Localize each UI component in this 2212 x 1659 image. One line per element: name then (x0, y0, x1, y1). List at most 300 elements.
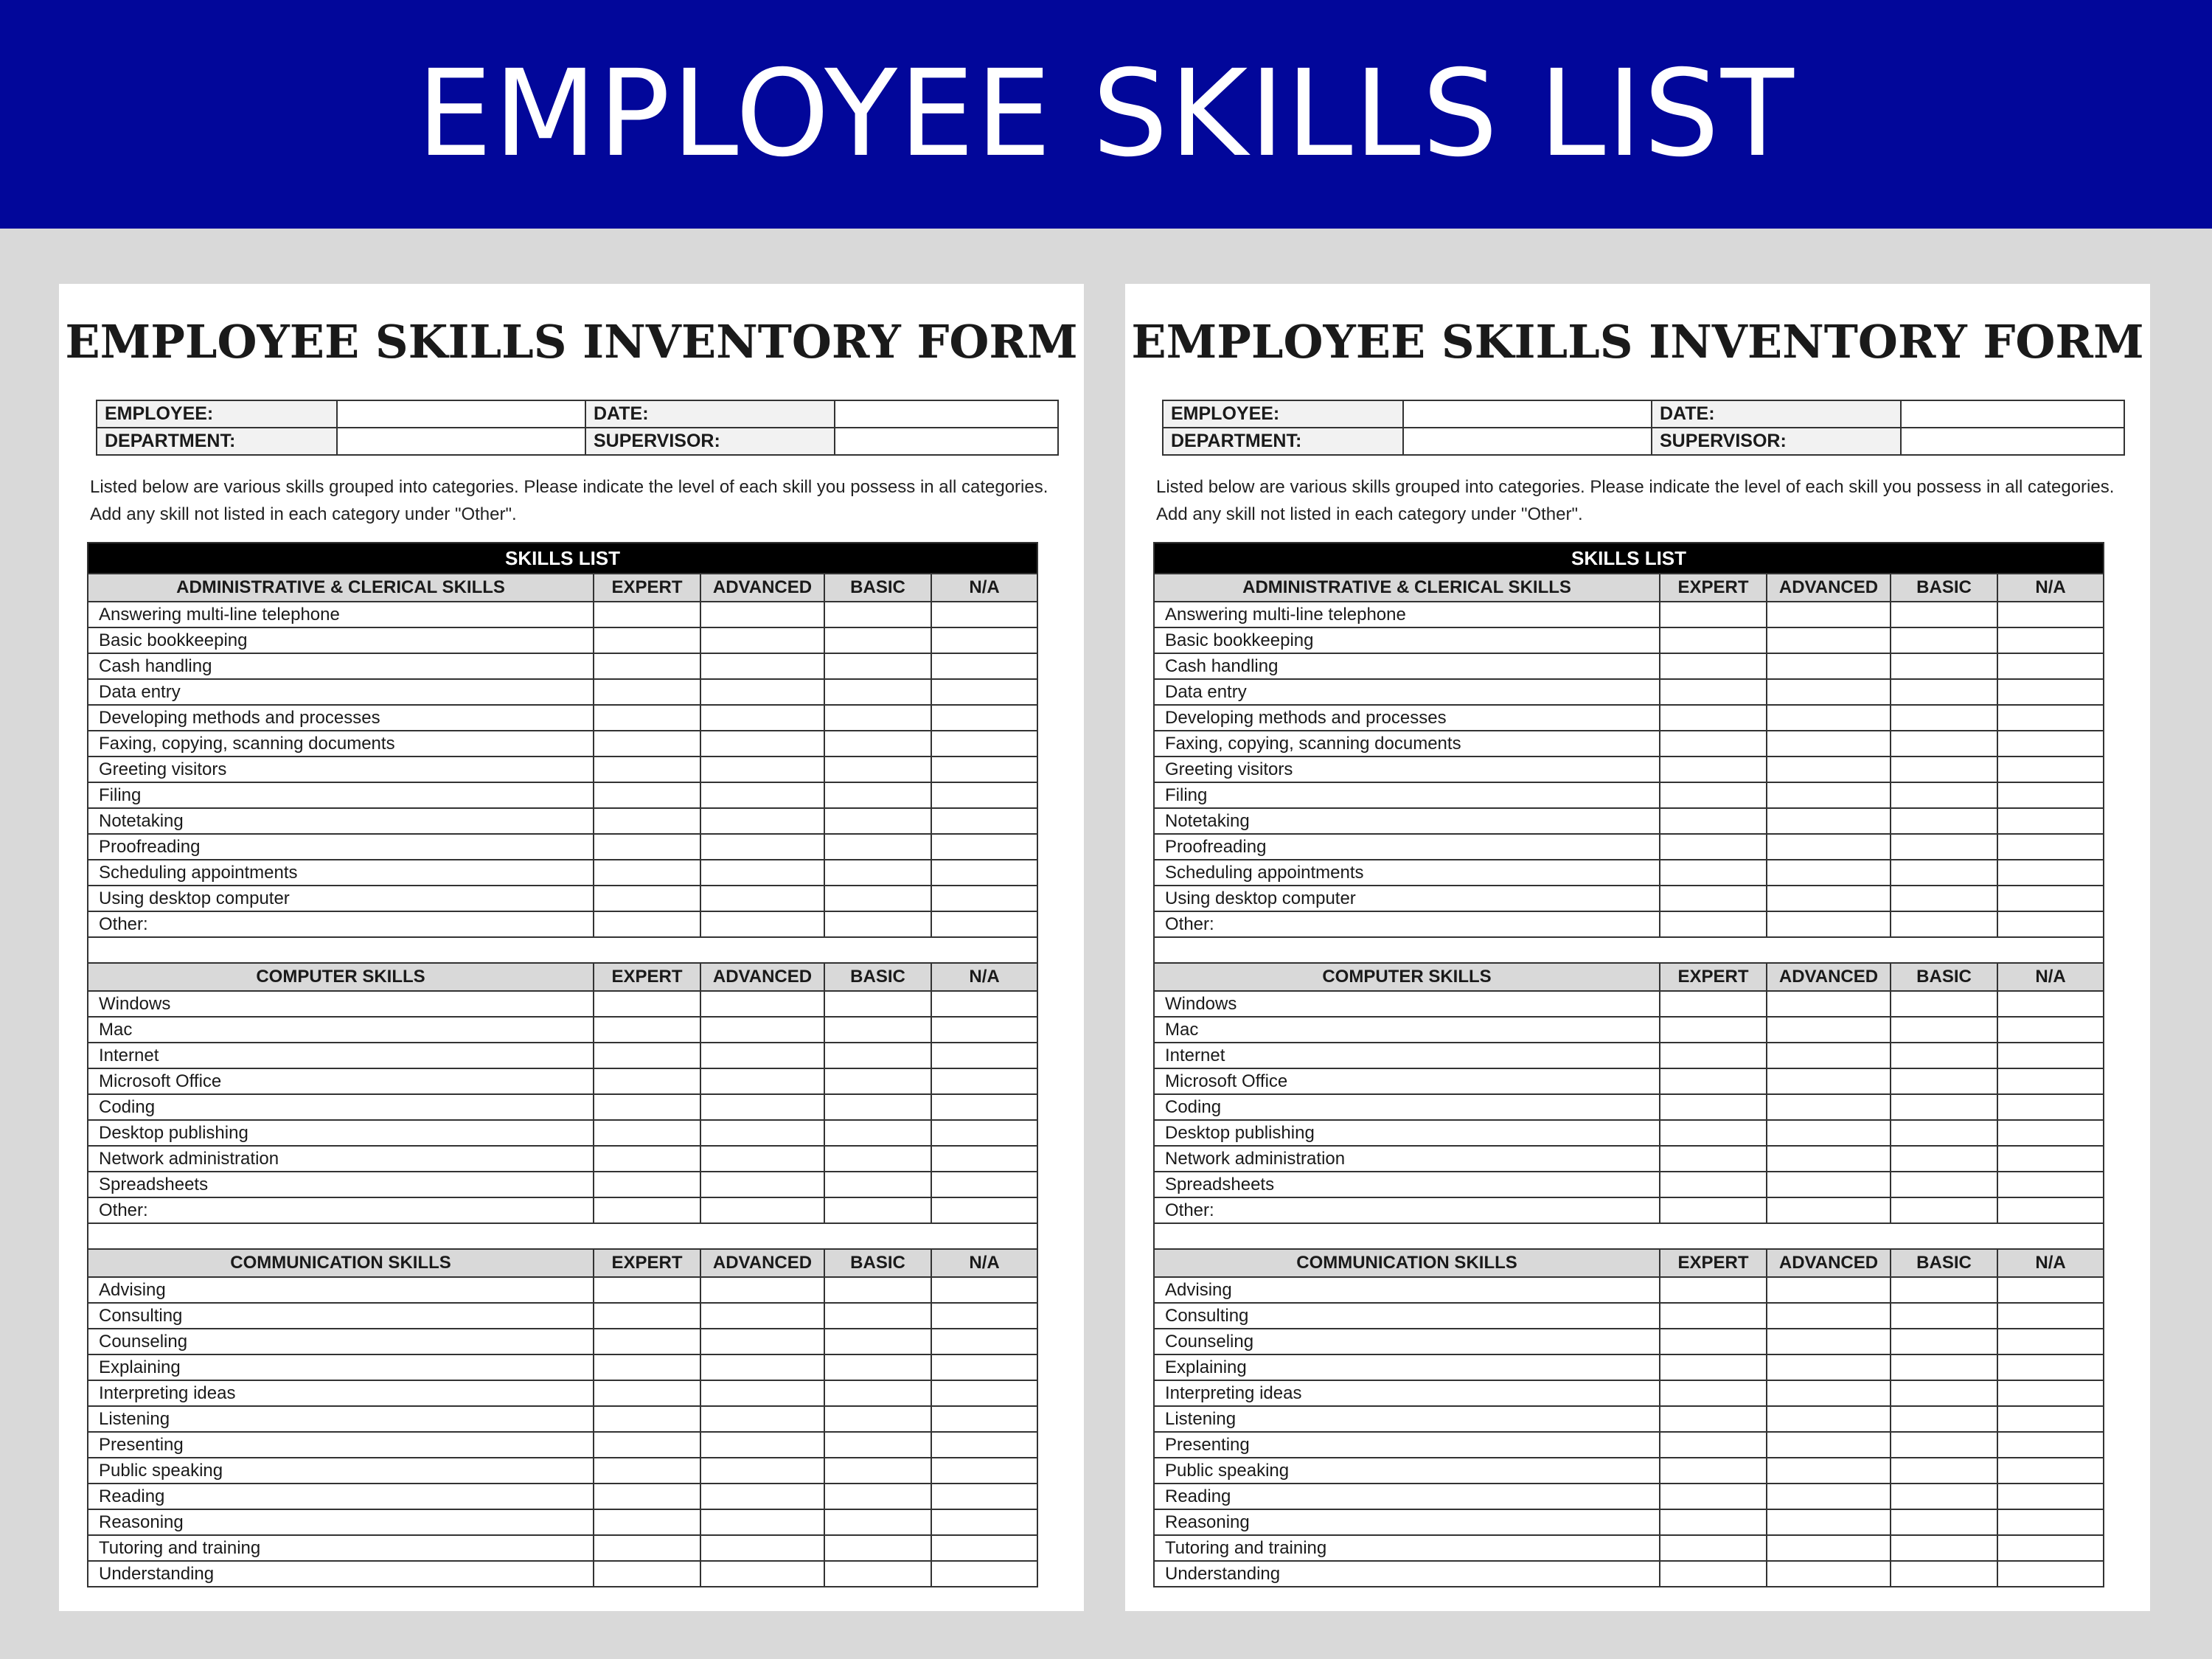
skill-level-cell[interactable] (824, 808, 931, 834)
skill-level-cell[interactable] (931, 1068, 1037, 1094)
skill-level-cell[interactable] (1767, 1043, 1891, 1068)
skill-level-cell[interactable] (931, 808, 1037, 834)
skill-level-cell[interactable] (700, 1484, 824, 1509)
skill-level-cell[interactable] (931, 1172, 1037, 1197)
skill-level-cell[interactable] (931, 1197, 1037, 1223)
skill-level-cell[interactable] (1660, 1017, 1767, 1043)
skill-level-cell[interactable] (931, 991, 1037, 1017)
skill-level-cell[interactable] (700, 1043, 824, 1068)
skill-level-cell[interactable] (824, 679, 931, 705)
skill-level-cell[interactable] (700, 731, 824, 757)
skill-level-cell[interactable] (824, 1354, 931, 1380)
skill-level-cell[interactable] (931, 1120, 1037, 1146)
skill-level-cell[interactable] (1660, 1120, 1767, 1146)
skill-level-cell[interactable] (824, 1277, 931, 1303)
skill-level-cell[interactable] (594, 860, 700, 886)
skill-level-cell[interactable] (700, 653, 824, 679)
skill-level-cell[interactable] (824, 602, 931, 627)
skill-level-cell[interactable] (824, 1303, 931, 1329)
skill-level-cell[interactable] (931, 627, 1037, 653)
skill-level-cell[interactable] (824, 1535, 931, 1561)
skill-level-cell[interactable] (1660, 602, 1767, 627)
skill-level-cell[interactable] (1767, 705, 1891, 731)
skill-row (88, 1509, 1037, 1535)
skill-level-cell[interactable] (931, 653, 1037, 679)
skill-level-cell[interactable] (931, 1458, 1037, 1484)
skill-level-cell[interactable] (1660, 1172, 1767, 1197)
skill-level-cell[interactable] (594, 757, 700, 782)
skill-level-cell[interactable] (1891, 991, 1997, 1017)
skill-level-cell[interactable] (824, 1329, 931, 1354)
skill-row (1154, 1484, 2104, 1509)
skill-name: Using desktop computer (88, 886, 594, 911)
skill-level-cell[interactable] (594, 679, 700, 705)
skill-level-cell[interactable] (1767, 1329, 1891, 1354)
skill-level-cell[interactable] (700, 834, 824, 860)
skill-level-cell[interactable] (1660, 1509, 1767, 1535)
skill-level-cell[interactable] (1660, 886, 1767, 911)
category-name: COMPUTER SKILLS (88, 963, 594, 991)
skill-level-cell[interactable] (700, 1068, 824, 1094)
skill-level-cell[interactable] (700, 808, 824, 834)
skill-level-cell[interactable] (1660, 1458, 1767, 1484)
skill-level-cell[interactable] (931, 1094, 1037, 1120)
skill-row (1154, 911, 2104, 937)
skill-level-cell[interactable] (1767, 653, 1891, 679)
skill-level-cell[interactable] (1997, 1535, 2104, 1561)
skill-level-cell[interactable] (824, 911, 931, 937)
skill-level-cell[interactable] (824, 834, 931, 860)
skill-level-cell[interactable] (931, 602, 1037, 627)
skill-level-cell[interactable] (931, 1329, 1037, 1354)
employee-field[interactable] (1403, 400, 1652, 428)
skill-level-cell[interactable] (824, 1043, 931, 1068)
skill-level-cell[interactable] (1997, 1406, 2104, 1432)
skill-level-cell[interactable] (1660, 834, 1767, 860)
skill-level-cell[interactable] (594, 834, 700, 860)
skill-level-cell[interactable] (931, 1561, 1037, 1587)
skill-level-cell[interactable] (700, 1535, 824, 1561)
skill-level-cell[interactable] (700, 860, 824, 886)
skill-level-cell[interactable] (1997, 757, 2104, 782)
skill-level-cell[interactable] (700, 1146, 824, 1172)
skill-level-cell[interactable] (824, 1509, 931, 1535)
form-instructions: Listed below are various skills grouped into categories. Please indicate the level of each skill you possess in all categories. Add any skill not listed in each category under "Other". (1156, 477, 2115, 524)
skill-level-cell[interactable] (1997, 808, 2104, 834)
skill-level-cell[interactable] (1767, 731, 1891, 757)
category-header (1154, 574, 2104, 602)
employee-field[interactable] (337, 400, 585, 428)
skill-level-cell[interactable] (1891, 1094, 1997, 1120)
skill-level-cell[interactable] (594, 1432, 700, 1458)
skill-level-cell[interactable] (824, 1146, 931, 1172)
skill-level-cell[interactable] (1891, 1197, 1997, 1223)
skill-level-cell[interactable] (824, 1406, 931, 1432)
supervisor-field[interactable] (835, 428, 1058, 455)
skill-level-cell[interactable] (700, 679, 824, 705)
skill-level-cell[interactable] (1767, 1120, 1891, 1146)
skill-level-cell[interactable] (931, 705, 1037, 731)
skill-level-cell[interactable] (594, 1509, 700, 1535)
skill-level-cell[interactable] (594, 1406, 700, 1432)
skill-level-cell[interactable] (700, 1197, 824, 1223)
skill-level-cell[interactable] (824, 731, 931, 757)
skill-level-cell[interactable] (1997, 1354, 2104, 1380)
skill-level-cell[interactable] (1997, 653, 2104, 679)
skill-level-cell[interactable] (594, 1120, 700, 1146)
skill-level-cell[interactable] (1997, 1561, 2104, 1587)
skill-level-cell[interactable] (700, 627, 824, 653)
skill-level-cell[interactable] (931, 886, 1037, 911)
skill-level-cell[interactable] (700, 1329, 824, 1354)
skill-level-cell[interactable] (931, 1017, 1037, 1043)
skill-level-cell[interactable] (1767, 1561, 1891, 1587)
skill-level-cell[interactable] (931, 1406, 1037, 1432)
skill-level-cell[interactable] (1891, 1354, 1997, 1380)
skill-level-cell[interactable] (1891, 705, 1997, 731)
skill-level-cell[interactable] (1997, 731, 2104, 757)
skill-level-cell[interactable] (1891, 1146, 1997, 1172)
skill-level-cell[interactable] (824, 1432, 931, 1458)
skill-row (1154, 1535, 2104, 1561)
skill-level-cell[interactable] (1997, 1303, 2104, 1329)
skill-level-cell[interactable] (1997, 782, 2104, 808)
skill-level-cell[interactable] (1660, 1068, 1767, 1094)
skill-level-cell[interactable] (1997, 1146, 2104, 1172)
skill-level-cell[interactable] (1660, 1146, 1767, 1172)
skill-level-cell[interactable] (931, 1043, 1037, 1068)
skill-level-cell[interactable] (1767, 1458, 1891, 1484)
skill-level-cell[interactable] (931, 1535, 1037, 1561)
skill-level-cell[interactable] (1767, 886, 1891, 911)
skill-level-cell[interactable] (1767, 1509, 1891, 1535)
skill-level-cell[interactable] (594, 782, 700, 808)
skill-level-cell[interactable] (824, 1458, 931, 1484)
skill-level-cell[interactable] (700, 1017, 824, 1043)
skill-level-cell[interactable] (1891, 1329, 1997, 1354)
skill-level-cell[interactable] (1891, 860, 1997, 886)
skill-level-cell[interactable] (1767, 1380, 1891, 1406)
skill-level-cell[interactable] (1997, 627, 2104, 653)
skill-level-cell[interactable] (931, 679, 1037, 705)
skill-level-cell[interactable] (594, 1017, 700, 1043)
skill-name: Filing (88, 782, 594, 808)
skill-level-cell[interactable] (594, 1146, 700, 1172)
skill-level-cell[interactable] (1891, 1303, 1997, 1329)
skill-level-cell[interactable] (594, 911, 700, 937)
skill-level-cell[interactable] (1767, 911, 1891, 937)
skill-level-cell[interactable] (1891, 1509, 1997, 1535)
skill-level-cell[interactable] (1767, 834, 1891, 860)
skill-level-cell[interactable] (1997, 911, 2104, 937)
skill-level-cell[interactable] (594, 731, 700, 757)
skill-level-cell[interactable] (1997, 1484, 2104, 1509)
skill-level-cell[interactable] (700, 991, 824, 1017)
skill-level-cell[interactable] (1891, 1432, 1997, 1458)
skill-level-cell[interactable] (931, 1354, 1037, 1380)
skill-level-cell[interactable] (1660, 808, 1767, 834)
skill-level-cell[interactable] (594, 1458, 700, 1484)
skill-level-cell[interactable] (594, 991, 700, 1017)
skill-name: Desktop publishing (1154, 1120, 1660, 1146)
skill-level-cell[interactable] (824, 1068, 931, 1094)
skill-level-cell[interactable] (931, 860, 1037, 886)
skill-level-cell[interactable] (700, 1380, 824, 1406)
skill-level-cell[interactable] (931, 1380, 1037, 1406)
skill-level-cell[interactable] (1891, 1120, 1997, 1146)
skill-level-cell[interactable] (1891, 757, 1997, 782)
skill-level-cell[interactable] (1891, 911, 1997, 937)
skill-name: Other: (88, 1197, 594, 1223)
skill-level-cell[interactable] (1767, 1146, 1891, 1172)
skill-level-cell[interactable] (1891, 1043, 1997, 1068)
skill-level-cell[interactable] (700, 1303, 824, 1329)
skill-level-cell[interactable] (1767, 1354, 1891, 1380)
skill-level-cell[interactable] (931, 1509, 1037, 1535)
skill-level-cell[interactable] (1767, 1094, 1891, 1120)
skill-level-cell[interactable] (1767, 602, 1891, 627)
skill-level-cell[interactable] (1891, 782, 1997, 808)
skill-level-cell[interactable] (1997, 1380, 2104, 1406)
skill-level-cell[interactable] (1997, 705, 2104, 731)
skill-level-cell[interactable] (1997, 1277, 2104, 1303)
skill-level-cell[interactable] (1891, 1458, 1997, 1484)
skill-level-cell[interactable] (1891, 1535, 1997, 1561)
skill-level-cell[interactable] (594, 1197, 700, 1223)
skill-level-cell[interactable] (824, 1197, 931, 1223)
skill-level-cell[interactable] (931, 1303, 1037, 1329)
skill-level-cell[interactable] (1997, 886, 2104, 911)
skill-level-cell[interactable] (1891, 886, 1997, 911)
skill-level-cell[interactable] (1660, 757, 1767, 782)
skill-level-cell[interactable] (931, 782, 1037, 808)
skill-level-cell[interactable] (1891, 1484, 1997, 1509)
skill-level-cell[interactable] (1891, 1561, 1997, 1587)
skill-level-cell[interactable] (1767, 1406, 1891, 1432)
skill-level-cell[interactable] (1660, 1277, 1767, 1303)
skill-level-cell[interactable] (824, 1120, 931, 1146)
skill-level-cell[interactable] (931, 1146, 1037, 1172)
skill-level-cell[interactable] (1891, 1380, 1997, 1406)
skill-level-cell[interactable] (1660, 911, 1767, 937)
skill-level-cell[interactable] (594, 1484, 700, 1509)
skill-level-cell[interactable] (1660, 991, 1767, 1017)
skill-level-cell[interactable] (931, 911, 1037, 937)
skill-level-cell[interactable] (594, 886, 700, 911)
skill-level-cell[interactable] (594, 705, 700, 731)
skill-level-cell[interactable] (1660, 860, 1767, 886)
skill-level-cell[interactable] (1997, 1458, 2104, 1484)
skill-level-cell[interactable] (824, 1172, 931, 1197)
skill-level-cell[interactable] (700, 1561, 824, 1587)
skill-level-cell[interactable] (1997, 679, 2104, 705)
skill-level-cell[interactable] (594, 1068, 700, 1094)
skill-level-cell[interactable] (1660, 731, 1767, 757)
skill-level-cell[interactable] (1660, 705, 1767, 731)
skill-level-cell[interactable] (1767, 782, 1891, 808)
skill-level-cell[interactable] (594, 1354, 700, 1380)
skill-level-cell[interactable] (1997, 1432, 2104, 1458)
skill-level-cell[interactable] (594, 1303, 700, 1329)
blank-row (88, 1223, 1037, 1249)
department-field[interactable] (337, 428, 585, 455)
skill-level-cell[interactable] (700, 1354, 824, 1380)
skill-level-cell[interactable] (594, 602, 700, 627)
date-field[interactable] (1901, 400, 2124, 428)
skill-level-cell[interactable] (1891, 1068, 1997, 1094)
skill-level-cell[interactable] (824, 653, 931, 679)
supervisor-field[interactable] (1901, 428, 2124, 455)
skill-level-cell[interactable] (594, 808, 700, 834)
skill-level-cell[interactable] (824, 782, 931, 808)
skill-level-cell[interactable] (1891, 627, 1997, 653)
skill-level-cell[interactable] (1660, 1197, 1767, 1223)
skill-level-cell[interactable] (1660, 1432, 1767, 1458)
skill-level-cell[interactable] (594, 1329, 700, 1354)
skill-level-cell[interactable] (700, 1432, 824, 1458)
skill-level-cell[interactable] (1997, 1509, 2104, 1535)
skill-level-cell[interactable] (1767, 1277, 1891, 1303)
skill-level-cell[interactable] (1997, 860, 2104, 886)
skill-level-cell[interactable] (594, 627, 700, 653)
skill-level-cell[interactable] (1997, 1068, 2104, 1094)
skill-level-cell[interactable] (700, 705, 824, 731)
skill-level-cell[interactable] (1997, 991, 2104, 1017)
skill-level-cell[interactable] (1660, 653, 1767, 679)
level-header: BASIC (1891, 1249, 1997, 1277)
skill-level-cell[interactable] (700, 1406, 824, 1432)
skill-level-cell[interactable] (824, 860, 931, 886)
skill-level-cell[interactable] (700, 1509, 824, 1535)
skill-level-cell[interactable] (1767, 860, 1891, 886)
skill-level-cell[interactable] (1891, 1406, 1997, 1432)
skill-level-cell[interactable] (1660, 1561, 1767, 1587)
skill-level-cell[interactable] (594, 1094, 700, 1120)
skill-level-cell[interactable] (1891, 1277, 1997, 1303)
date-field[interactable] (835, 400, 1058, 428)
skill-name: Cash handling (88, 653, 594, 679)
skill-level-cell[interactable] (1997, 1120, 2104, 1146)
skill-level-cell[interactable] (931, 1277, 1037, 1303)
skill-level-cell[interactable] (1891, 653, 1997, 679)
skill-level-cell[interactable] (1767, 808, 1891, 834)
skill-level-cell[interactable] (1997, 1094, 2104, 1120)
skill-level-cell[interactable] (1891, 1172, 1997, 1197)
skill-level-cell[interactable] (1767, 679, 1891, 705)
skill-level-cell[interactable] (1767, 1535, 1891, 1561)
skill-level-cell[interactable] (1997, 1329, 2104, 1354)
skill-level-cell[interactable] (700, 602, 824, 627)
skill-level-cell[interactable] (594, 1043, 700, 1068)
skill-level-cell[interactable] (824, 1380, 931, 1406)
skill-level-cell[interactable] (700, 1458, 824, 1484)
skill-level-cell[interactable] (1891, 679, 1997, 705)
skill-level-cell[interactable] (1660, 1354, 1767, 1380)
skill-level-cell[interactable] (700, 886, 824, 911)
skill-level-cell[interactable] (594, 1380, 700, 1406)
skill-level-cell[interactable] (931, 834, 1037, 860)
department-field[interactable] (1403, 428, 1652, 455)
skill-level-cell[interactable] (1891, 602, 1997, 627)
skill-level-cell[interactable] (1891, 808, 1997, 834)
skill-level-cell[interactable] (824, 757, 931, 782)
skill-level-cell[interactable] (1767, 627, 1891, 653)
skill-level-cell[interactable] (824, 1561, 931, 1587)
skill-level-cell[interactable] (1997, 1197, 2104, 1223)
skill-level-cell[interactable] (700, 911, 824, 937)
skill-level-cell[interactable] (1767, 757, 1891, 782)
skill-level-cell[interactable] (1660, 1535, 1767, 1561)
skill-level-cell[interactable] (594, 1535, 700, 1561)
skill-level-cell[interactable] (824, 1484, 931, 1509)
skill-level-cell[interactable] (1891, 834, 1997, 860)
skill-level-cell[interactable] (1767, 1197, 1891, 1223)
skill-level-cell[interactable] (1997, 1172, 2104, 1197)
skill-level-cell[interactable] (1997, 1017, 2104, 1043)
skill-level-cell[interactable] (931, 1432, 1037, 1458)
skill-level-cell[interactable] (931, 1484, 1037, 1509)
skill-level-cell[interactable] (700, 782, 824, 808)
skill-level-cell[interactable] (1891, 1017, 1997, 1043)
skill-level-cell[interactable] (594, 653, 700, 679)
skill-level-cell[interactable] (824, 1094, 931, 1120)
skill-level-cell[interactable] (594, 1172, 700, 1197)
skill-level-cell[interactable] (1660, 1094, 1767, 1120)
skill-level-cell[interactable] (700, 1172, 824, 1197)
skill-level-cell[interactable] (1767, 1172, 1891, 1197)
skill-level-cell[interactable] (824, 886, 931, 911)
skill-level-cell[interactable] (1660, 1484, 1767, 1509)
skill-level-cell[interactable] (1767, 1017, 1891, 1043)
blank-row (88, 937, 1037, 963)
skill-level-cell[interactable] (700, 757, 824, 782)
skill-level-cell[interactable] (1997, 834, 2104, 860)
skill-level-cell[interactable] (1660, 679, 1767, 705)
skill-level-cell[interactable] (1997, 1043, 2104, 1068)
skill-row (1154, 1017, 2104, 1043)
skill-level-cell[interactable] (1767, 1432, 1891, 1458)
skill-name: Reading (1154, 1484, 1660, 1509)
skill-level-cell[interactable] (1660, 1043, 1767, 1068)
skill-name: Faxing, copying, scanning documents (1154, 731, 1660, 757)
skill-level-cell[interactable] (700, 1094, 824, 1120)
skill-level-cell[interactable] (594, 1561, 700, 1587)
skill-level-cell[interactable] (1891, 731, 1997, 757)
skill-level-cell[interactable] (1660, 1406, 1767, 1432)
skill-level-cell[interactable] (1660, 1329, 1767, 1354)
skill-row (1154, 782, 2104, 808)
skill-level-cell[interactable] (1660, 627, 1767, 653)
skill-level-cell[interactable] (824, 1017, 931, 1043)
skill-level-cell[interactable] (700, 1277, 824, 1303)
skill-level-cell[interactable] (1767, 1484, 1891, 1509)
skill-name: Advising (88, 1277, 594, 1303)
skill-level-cell[interactable] (824, 627, 931, 653)
skill-level-cell[interactable] (594, 1277, 700, 1303)
skill-level-cell[interactable] (1660, 1380, 1767, 1406)
skill-level-cell[interactable] (931, 757, 1037, 782)
skill-level-cell[interactable] (1767, 1068, 1891, 1094)
skill-level-cell[interactable] (1997, 602, 2104, 627)
skill-level-cell[interactable] (1767, 1303, 1891, 1329)
skill-level-cell[interactable] (1660, 782, 1767, 808)
skill-level-cell[interactable] (1767, 991, 1891, 1017)
skill-level-cell[interactable] (824, 991, 931, 1017)
skill-level-cell[interactable] (700, 1120, 824, 1146)
skill-level-cell[interactable] (931, 731, 1037, 757)
skill-level-cell[interactable] (1660, 1303, 1767, 1329)
skill-level-cell[interactable] (824, 705, 931, 731)
